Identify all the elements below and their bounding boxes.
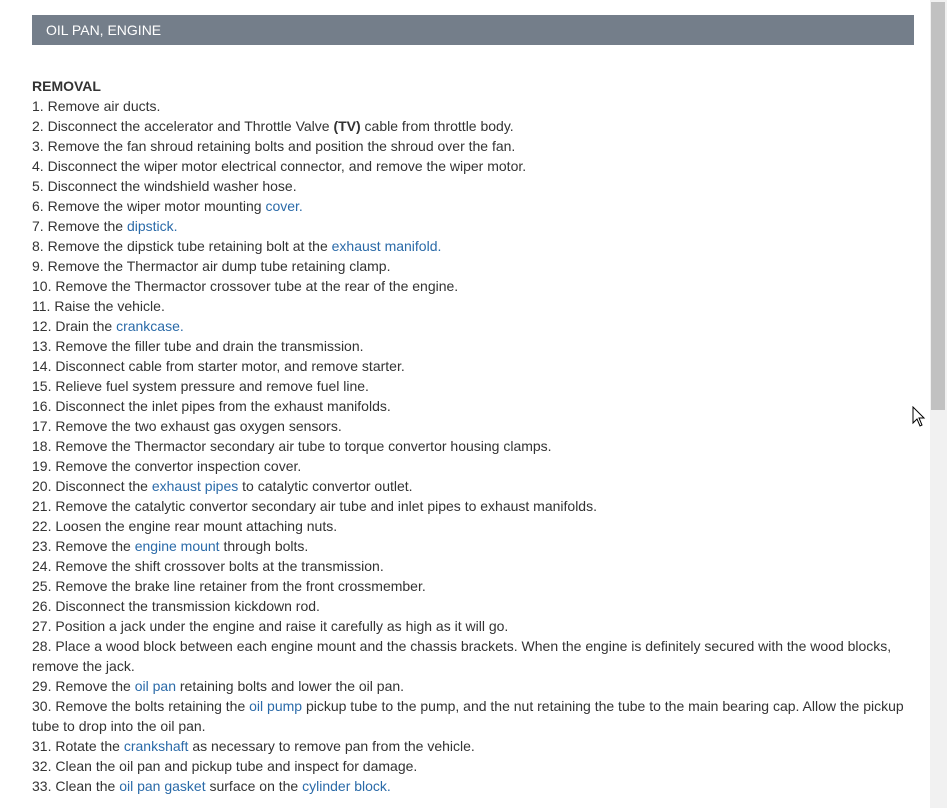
glossary-link[interactable]: oil pan	[134, 678, 176, 694]
step-number: 3.	[32, 138, 44, 154]
step-text: Remove the wiper motor mounting	[47, 198, 266, 214]
step-item	[32, 736, 912, 756]
step-item	[32, 676, 912, 696]
step-number: 22.	[32, 518, 52, 534]
step-item	[32, 356, 912, 376]
step-text: Remove the convertor inspection cover.	[55, 458, 302, 474]
step-number: 11.	[32, 298, 51, 314]
step-text: Remove the catalytic convertor secondary air tube and inlet pipes to exhaust manifolds.	[55, 498, 597, 514]
step-item	[32, 636, 912, 676]
step-text: Remove the	[47, 218, 127, 234]
step-text: to catalytic convertor outlet.	[238, 478, 413, 494]
glossary-link[interactable]: engine mount	[134, 538, 220, 554]
step-item	[32, 776, 912, 796]
step-number: 10.	[32, 278, 52, 294]
section-title-removal: REMOVAL	[32, 78, 101, 94]
glossary-link[interactable]: crankcase.	[116, 318, 184, 334]
step-text: Remove the shift crossover bolts at the transmission.	[55, 558, 384, 574]
step-number: 5.	[32, 178, 44, 194]
step-number: 8.	[32, 238, 44, 254]
step-number: 20.	[32, 478, 52, 494]
step-item	[32, 136, 912, 156]
step-text: Rotate the	[55, 738, 124, 754]
step-text: Remove the bolts retaining the	[55, 698, 250, 714]
glossary-link[interactable]: cylinder block.	[302, 778, 391, 794]
glossary-link[interactable]: oil pan gasket	[119, 778, 206, 794]
step-text: Remove the two exhaust gas oxygen sensors.	[55, 418, 342, 434]
step-number: 25.	[32, 578, 52, 594]
step-item	[32, 116, 912, 136]
step-text: through bolts.	[219, 538, 309, 554]
step-text: Disconnect the	[55, 478, 152, 494]
step-text: Disconnect the inlet pipes from the exhaust manifolds.	[55, 398, 391, 414]
step-number: 12.	[32, 318, 52, 334]
step-text: Remove the fan shroud retaining bolts and position the shroud over the fan.	[47, 138, 516, 154]
step-text: pickup tube to the pump, and the nut retaining the tube to the main bearing cap. Allow the pickup tube to drop into the oil pan.	[32, 698, 904, 734]
step-item	[32, 176, 912, 196]
step-item	[32, 156, 912, 176]
step-item	[32, 276, 912, 296]
step-number: 17.	[32, 418, 52, 434]
step-number: 32.	[32, 758, 52, 774]
step-item	[32, 496, 912, 516]
glossary-link[interactable]: exhaust pipes	[151, 478, 239, 494]
vertical-scrollbar-thumb[interactable]	[931, 2, 945, 410]
step-item	[32, 456, 912, 476]
glossary-link[interactable]: exhaust manifold.	[331, 238, 442, 254]
step-item	[32, 696, 912, 736]
step-text: Remove the	[55, 678, 135, 694]
step-item	[32, 596, 912, 616]
removal-steps-list	[32, 96, 912, 796]
step-text: Remove the Thermactor crossover tube at the rear of the engine.	[55, 278, 459, 294]
step-text: Remove the Thermactor air dump tube retaining clamp.	[47, 258, 391, 274]
step-text: Remove the brake line retainer from the front crossmember.	[55, 578, 426, 594]
step-text: Remove the Thermactor secondary air tube to torque convertor housing clamps.	[55, 438, 552, 454]
step-number: 31.	[32, 738, 52, 754]
step-text: retaining bolts and lower the oil pan.	[176, 678, 405, 694]
step-number: 23.	[32, 538, 52, 554]
step-text: Clean the	[55, 778, 120, 794]
step-number: 16.	[32, 398, 52, 414]
step-item	[32, 316, 912, 336]
page-title: OIL PAN, ENGINE	[46, 22, 162, 38]
step-number: 7.	[32, 218, 44, 234]
step-number: 33.	[32, 778, 52, 794]
step-number: 29.	[32, 678, 52, 694]
step-text: Place a wood block between each engine mount and the chassis brackets. When the engine is definitely secured with the wood blocks, remove the jack.	[32, 638, 892, 674]
step-text: Drain the	[55, 318, 117, 334]
step-item	[32, 416, 912, 436]
step-item	[32, 756, 912, 776]
step-item	[32, 96, 912, 116]
step-text: Disconnect the wiper motor electrical connector, and remove the wiper motor.	[47, 158, 527, 174]
step-item	[32, 476, 912, 496]
step-item	[32, 576, 912, 596]
step-number: 6.	[32, 198, 44, 214]
step-text: cable from throttle body.	[360, 118, 514, 134]
step-text: Relieve fuel system pressure and remove fuel line.	[55, 378, 369, 394]
step-item	[32, 376, 912, 396]
step-text: Disconnect the windshield washer hose.	[47, 178, 297, 194]
step-text: Remove the	[55, 538, 135, 554]
step-text: Position a jack under the engine and raise it carefully as high as it will go.	[55, 618, 509, 634]
step-item	[32, 536, 912, 556]
step-text: Loosen the engine rear mount attaching nuts.	[55, 518, 338, 534]
step-text: Disconnect the transmission kickdown rod.	[55, 598, 320, 614]
step-number: 26.	[32, 598, 52, 614]
step-item	[32, 396, 912, 416]
glossary-link[interactable]: crankshaft	[123, 738, 189, 754]
step-text: Remove the dipstick tube retaining bolt at the	[47, 238, 332, 254]
step-item	[32, 556, 912, 576]
step-item	[32, 436, 912, 456]
step-number: 13.	[32, 338, 52, 354]
step-number: 1.	[32, 98, 44, 114]
step-item	[32, 296, 912, 316]
step-text: Remove the filler tube and drain the transmission.	[55, 338, 364, 354]
step-number: 15.	[32, 378, 52, 394]
step-item	[32, 336, 912, 356]
step-number: 14.	[32, 358, 52, 374]
step-number: 9.	[32, 258, 44, 274]
step-text: Remove air ducts.	[47, 98, 161, 114]
mouse-pointer-icon	[912, 406, 926, 428]
step-item	[32, 216, 912, 236]
glossary-link[interactable]: dipstick.	[126, 218, 178, 234]
step-number: 19.	[32, 458, 52, 474]
step-number: 18.	[32, 438, 52, 454]
step-text: as necessary to remove pan from the vehicle.	[188, 738, 475, 754]
step-text: Disconnect the accelerator and Throttle Valve	[47, 118, 334, 134]
step-number: 30.	[32, 698, 52, 714]
step-number: 4.	[32, 158, 44, 174]
step-number: 2.	[32, 118, 44, 134]
step-item	[32, 616, 912, 636]
step-number: 21.	[32, 498, 52, 514]
glossary-link[interactable]: oil pump	[249, 698, 303, 714]
step-number: 24.	[32, 558, 52, 574]
step-item	[32, 196, 912, 216]
step-text-bold: (TV)	[333, 118, 361, 134]
page-title-bar	[32, 15, 914, 45]
step-text: Disconnect cable from starter motor, and remove starter.	[55, 358, 405, 374]
step-text: surface on the	[205, 778, 303, 794]
glossary-link[interactable]: cover.	[265, 198, 303, 214]
step-number: 27.	[32, 618, 52, 634]
step-item	[32, 516, 912, 536]
step-item	[32, 256, 912, 276]
step-item	[32, 236, 912, 256]
step-number: 28.	[32, 638, 52, 654]
step-text: Raise the vehicle.	[54, 298, 165, 314]
step-text: Clean the oil pan and pickup tube and inspect for damage.	[55, 758, 418, 774]
